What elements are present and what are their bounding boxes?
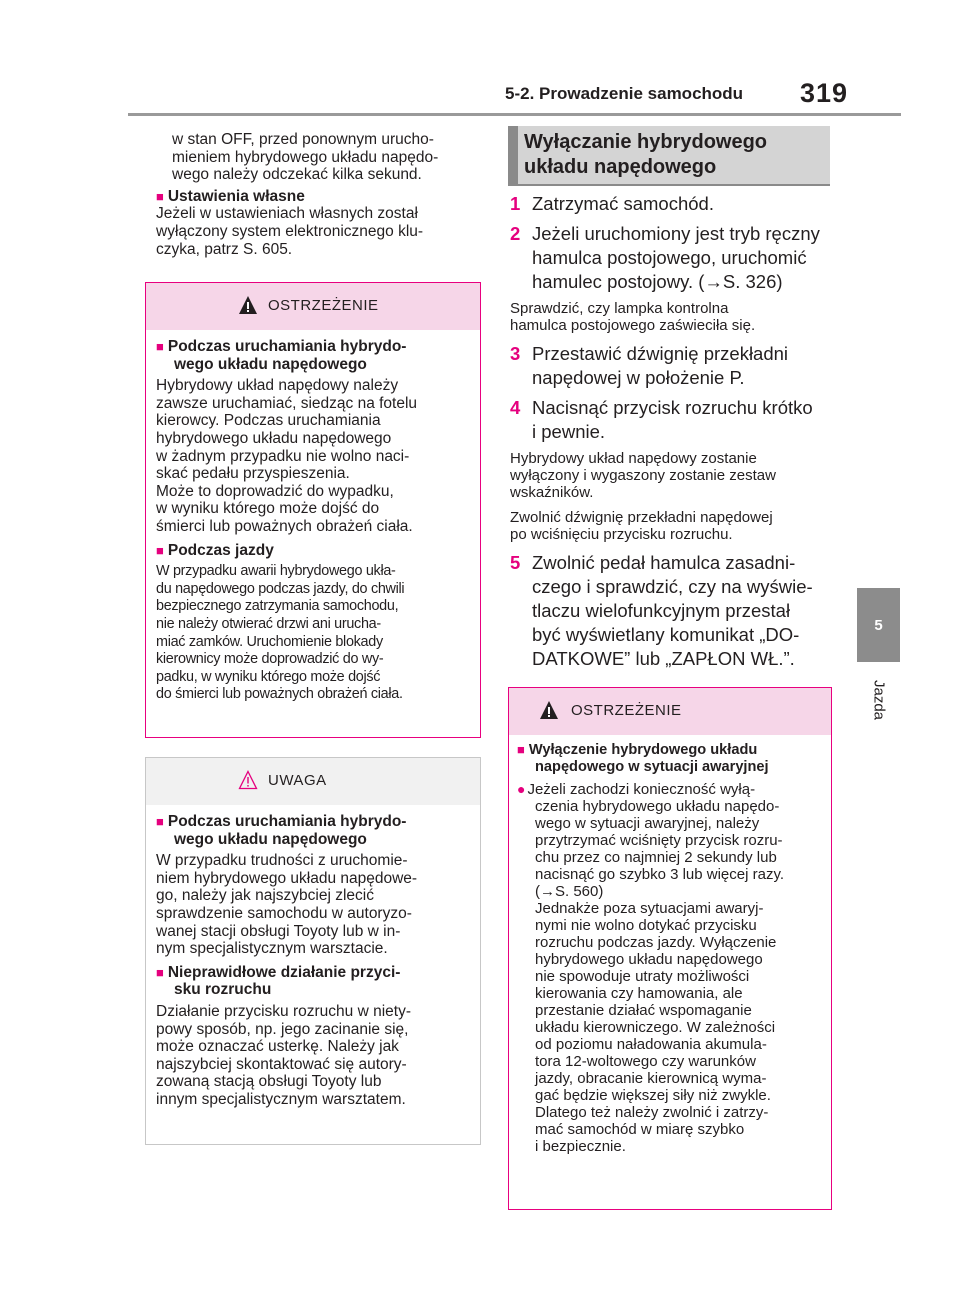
left-intro [158, 131, 480, 258]
header-rule [128, 113, 901, 116]
step-3: 3 Przestawić dźwignię przekładni napędowej w położenie P. [510, 343, 789, 388]
step-2-note: Sprawdzić, czy lampka kontrolna hamulca postojowego zaświeciła się. [510, 300, 756, 334]
notice-heading-button: ■ Nieprawidłowe działanie przyci- sku rozruchu [156, 963, 401, 999]
square-bullet-icon: ■ [156, 814, 164, 829]
step-4: 4 Nacisnąć przycisk rozruchu krótko i pewnie. [510, 397, 813, 442]
step-4-note-2: Zwolnić dźwignię przekładni napędowej po wciśnięciu przycisku rozruchu. [510, 509, 773, 543]
warning-header [509, 688, 831, 735]
chapter-label: Jazda [870, 679, 887, 721]
warning-title: OSTRZEŻENIE [571, 702, 682, 719]
warning-heading-driving: ■ Podczas jazdy [156, 541, 274, 559]
square-bullet-icon: ■ [156, 188, 164, 204]
notice-title: UWAGA [268, 772, 327, 789]
circle-bullet-icon: ● [517, 781, 526, 797]
warning-box [145, 282, 481, 738]
notice-heading-starting: ■ Podczas uruchamiania hybrydo- wego układu napędowego [156, 813, 407, 848]
warning-heading-starting: ■ Podczas uruchamiania hybrydo- wego układu napędowego [156, 338, 407, 373]
step-2: 2 Jeżeli uruchomiony jest tryb ręczny hamulca postojowego, uruchomić hamulec postojowy. (→S. 326) [510, 223, 820, 292]
step-4-note-1: Hybrydowy układ napędowy zostanie wyłączony i wygaszony zostanie zestaw wskaźników. [510, 450, 776, 501]
steps-list [510, 192, 835, 677]
emergency-heading: ■ Wyłączenie hybrydowego układu napędowego w sytuacji awaryjnej [517, 742, 769, 775]
square-bullet-icon: ■ [156, 339, 164, 354]
continuation-text: w stan OFF, przed ponownym urucho- mieniem hybrydowego układu napędo- wego należy odczekać kilka sekund. [172, 131, 439, 184]
notice-header [146, 758, 480, 805]
warning-text-starting: Hybrydowy układ napędowy należy zawsze uruchamiać, siedząc na fotelu kierowcy. Podczas uruchamiania hybrydowego układu napędowego w żadnym przypadku nie wolno naci- skać pedału przyspieszenia. Może to doprowadzić do wypadku, w wyniku którego może dojść do śmierci lub poważnych obrażeń ciała. [156, 377, 418, 535]
section-heading-box [508, 126, 830, 186]
caution-triangle-icon [238, 770, 258, 790]
notice-box [145, 757, 481, 1145]
warning-triangle-icon [539, 700, 559, 720]
section-title: 5-2. Prowadzenie samochodu [505, 84, 744, 103]
warning-triangle-icon [238, 295, 258, 315]
square-bullet-icon: ■ [156, 542, 164, 558]
warning-header [146, 283, 480, 330]
step-5: 5 Zwolnić pedał hamulca zasadni- czego i sprawdzić, czy na wyświe- tlaczu wielofunkcyjnym przestał być wyświetlany komunikat „DO- DATKOWE” lub „ZAPŁON WŁ.”. [510, 552, 813, 669]
warning-title: OSTRZEŻENIE [268, 297, 379, 314]
warning-box-emergency [508, 687, 832, 1210]
section-heading-bar [508, 126, 518, 184]
chapter-tab: 5 [857, 588, 900, 662]
notice-text-button: Działanie przycisku rozruchu w niety- powy sposób, np. jego zacinanie się, może oznaczać usterkę. Należy jak najszybciej skontaktować się autory- zowaną stacją obsługi Toyoty lub innym specjalistycznym warsztatem. [156, 1002, 411, 1108]
step-1: 1 Zatrzymać samochód. [510, 193, 714, 214]
section-heading: Wyłączanie hybrydowego układu napędowego [524, 131, 768, 178]
page-number: 319 [800, 78, 849, 108]
custom-settings-heading: ■ Ustawienia własne [156, 187, 305, 205]
square-bullet-icon: ■ [517, 742, 525, 757]
square-bullet-icon: ■ [156, 964, 164, 980]
warning-text-driving: W przypadku awarii hybrydowego ukła- du napędowego podczas jazdy, do chwili bezpiecznego zatrzymania samochodu, nie należy otwierać drzwi ani urucha- miać zamków. Uruchomienie blokady kierownicy może doprowadzić do wy- padku, w wyniku którego może dojść do śmierci lub poważnych obrażeń ciała. [156, 563, 405, 703]
notice-text-starting: W przypadku trudności z uruchomie- niem hybrydowego układu napędowe- go, należy jak najszybciej zlecić sprawdzenie samochodu w autoryzo- wanej stacji obsługi Toyoty lub w in- nym specjalistycznym warsztacie. [156, 852, 418, 958]
custom-settings-text: Jeżeli w ustawieniach własnych został wyłączony system elektronicznego klu- czyka, patrz S. 605. [156, 205, 424, 258]
emergency-text: ● Jeżeli zachodzi konieczność wyłą- czenia hybrydowego układu napędo- wego w sytuacji awaryjnej, należy przytrzymać wciśnięty przycisk rozru- chu przez co najmniej 2 sekundy lub nacisnąć go szybko 3 lub więcej razy. (→S. 560) Jednakże poza sytuacjami awaryj- nymi nie wolno dotykać przycisku rozruchu podczas jazdy. Wyłączenie hybrydowego układu napędowego nie spowoduje utraty możliwości kierowania czy hamowania, ale przestanie działać wspomaganie układu kierowniczego. W zależności od poziomu naładowania akumula- tora 12-woltowego czy warunków jazdy, obracanie kierownicą wyma- gać będzie większej siły niż zwykle. Dlatego też należy zwolnić i zatrzy- mać samochód w miarę szybko i bezpiecznie. [517, 781, 785, 1155]
